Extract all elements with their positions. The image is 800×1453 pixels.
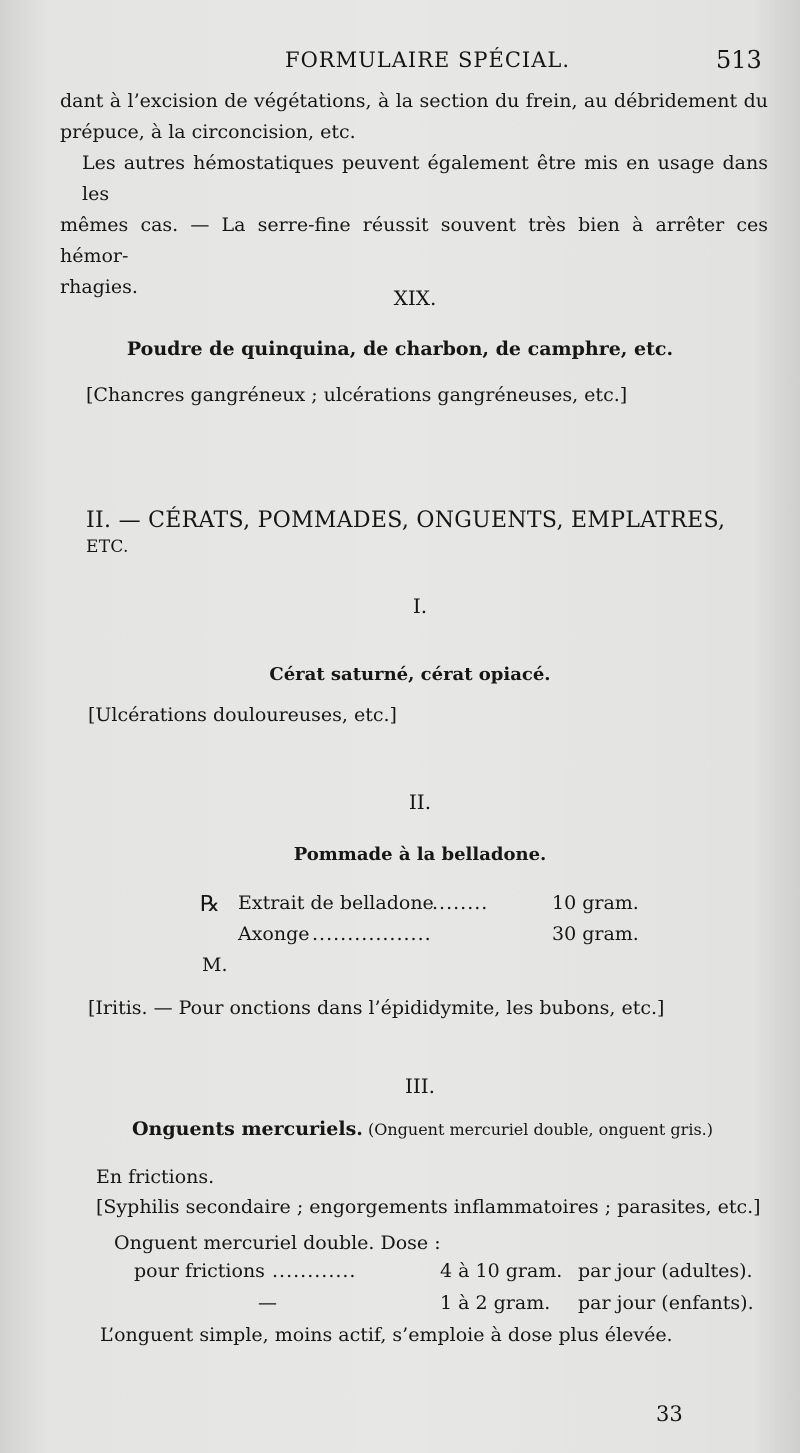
signature-mark: 33 [656, 1402, 683, 1426]
section-ii-title-suffix: ETC. [86, 537, 129, 557]
leader-dots: ........ [432, 892, 489, 914]
dose-table [134, 1260, 774, 1324]
formula-row [200, 892, 660, 923]
entry-i-title: Cérat saturné, cérat opiacé. [269, 664, 551, 685]
dose-row [134, 1260, 774, 1292]
text-line: rhagies. [60, 276, 138, 298]
page-header [0, 40, 800, 80]
ingredient-name: Extrait de belladone [238, 892, 434, 914]
formula-row [200, 923, 660, 954]
entry-xix-title: Poudre de quinquina, de charbon, de camphre, etc. [126, 338, 674, 360]
entry-ii-title: Pommade à la belladone. [293, 844, 547, 865]
continuation-paragraph [60, 86, 768, 148]
hemostatics-paragraph [60, 148, 768, 303]
dose-amount: 4 à 10 gram. [440, 1260, 563, 1282]
leader-dots: ................. [312, 923, 432, 945]
text-line: prépuce, à la circoncision, etc. [60, 121, 356, 143]
entry-iii-title-line [132, 1118, 732, 1140]
entry-iii-title: Onguents mercuriels. [132, 1118, 363, 1140]
entry-i-number: I. [412, 594, 428, 618]
onguent-simple-note: L’onguent simple, moins actif, s’emploie à dose plus élevée. [100, 1324, 673, 1346]
entry-ii-number: II. [408, 790, 432, 814]
dose-label: Onguent mercuriel double. Dose : [114, 1232, 441, 1254]
text-line: dant à l’excision de végétations, à la section du frein, au débridement du [60, 90, 768, 112]
ingredient-qty: 10 gram. [552, 892, 639, 914]
recipe-symbol: ℞ [200, 892, 220, 917]
entry-iii-subtitle: (Onguent mercuriel double, onguent gris.) [367, 1120, 713, 1139]
dose-usage: — [258, 1292, 277, 1314]
dose-frequency: par jour (adultes). [578, 1260, 753, 1282]
belladone-formula [200, 892, 660, 954]
dose-amount: 1 à 2 gram. [440, 1292, 551, 1314]
entry-ii-indication: [Iritis. — Pour onctions dans l’épididymite, les bubons, etc.] [88, 997, 665, 1019]
running-head: FORMULAIRE SPÉCIAL. [285, 48, 571, 72]
text-line: Les autres hémostatiques peuvent également être mis en usage dans les [82, 152, 768, 205]
ingredient-name: Axonge [238, 923, 310, 945]
leader-dots: ............ [272, 1260, 357, 1282]
section-ii-heading [86, 508, 766, 558]
entry-iii-number: III. [404, 1074, 436, 1098]
ingredient-qty: 30 gram. [552, 923, 639, 945]
misce-mark: M. [202, 954, 228, 976]
text-line: mêmes cas. — La serre-fine réussit souvent très bien à arrêter ces hémor- [60, 214, 768, 267]
dose-usage: pour frictions [134, 1260, 265, 1282]
entry-xix-indication: [Chancres gangréneux ; ulcérations gangréneuses, etc.] [86, 384, 628, 406]
entry-xix-number: XIX. [393, 286, 437, 310]
section-ii-title: II. — CÉRATS, POMMADES, ONGUENTS, EMPLATRES, [86, 508, 726, 533]
dose-frequency: par jour (enfants). [578, 1292, 754, 1314]
page-number: 513 [716, 46, 762, 74]
entry-i-indication: [Ulcérations douloureuses, etc.] [88, 704, 397, 726]
entry-iii-indication: [Syphilis secondaire ; engorgements inflammatoires ; parasites, etc.] [96, 1196, 761, 1218]
entry-iii-usage: En frictions. [96, 1166, 215, 1188]
